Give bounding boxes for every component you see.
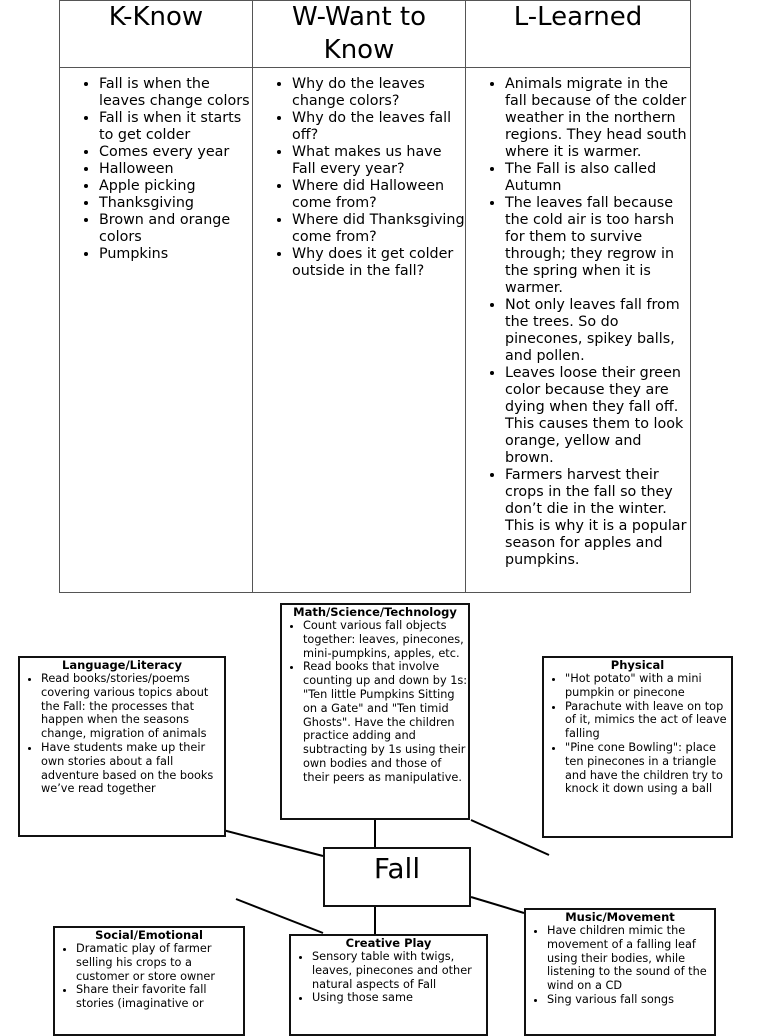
language-literacy-item: • Read books/stories/poems covering various topics about the Fall: the processes that happen when the seasons change, migration of animals — [41, 672, 224, 741]
math-science-item: • Count various fall objects together: leaves, pinecones, mini-pumpkins, apples, etc. — [303, 619, 468, 660]
math-science-list — [282, 619, 468, 785]
know-item: • Fall is when it starts to get colder — [99, 110, 252, 144]
connector-language — [219, 829, 323, 856]
music-movement-title: Music/Movement — [565, 910, 675, 924]
language-literacy-list — [20, 672, 224, 796]
want-item: • Why do the leaves fall off? — [292, 110, 465, 144]
language-literacy-box — [18, 656, 226, 837]
learned-item: • The Fall is also called Autumn — [505, 161, 690, 195]
learned-item: • Farmers harvest their crops in the fall so they don’t die in the winter. This is why it is a popular season for apples and pumpkins. — [505, 467, 690, 569]
connector-music — [471, 897, 524, 913]
want-item: • Where did Thanksgiving come from? — [292, 212, 465, 246]
creative-play-item: • Using those same — [312, 991, 486, 1005]
creative-play-item: • Sensory table with twigs, leaves, pinecones and other natural aspects of Fall — [312, 950, 486, 991]
physical-title: Physical — [610, 658, 665, 672]
know-item: • Fall is when the leaves change colors — [99, 76, 252, 110]
learned-item: • Not only leaves fall from the trees. So do pinecones, spikey balls, and pollen. — [505, 297, 690, 365]
physical-item: • "Pine cone Bowling": place ten pinecones in a triangle and have the children try to knock it down using a ball — [565, 741, 731, 796]
language-literacy-title: Language/Literacy — [62, 658, 182, 672]
connector-social — [236, 899, 323, 933]
know-item: • Thanksgiving — [99, 195, 252, 212]
music-movement-list — [526, 924, 714, 1007]
want-item: • What makes us have Fall every year? — [292, 144, 465, 178]
math-science-item: • Read books that involve counting up and down by 1s: "Ten little Pumpkins Sitting on a Gate" and "Ten timid Ghosts". Have the children practice adding and subtracting by 1s using their own bodies and those of their peers as manipulative. — [303, 660, 468, 784]
learned-item: • The leaves fall because the cold air is too harsh for them to survive through; they regrow in the spring when it is warmer. — [505, 195, 690, 297]
want-item: • Why do the leaves change colors? — [292, 76, 465, 110]
physical-list — [544, 672, 731, 796]
connector-physical — [471, 820, 549, 855]
music-movement-box — [524, 908, 716, 1036]
physical-item: • Parachute with leave on top of it, mimics the act of leave falling — [565, 700, 731, 741]
social-emotional-list — [55, 942, 243, 1011]
music-movement-item: • Have children mimic the movement of a falling leaf using their bodies, while listening to the sound of the wind on a CD — [547, 924, 714, 993]
want-header: W-Want to Know — [253, 1, 466, 68]
want-item: • Where did Halloween come from? — [292, 178, 465, 212]
social-emotional-item: • Share their favorite fall stories (imaginative or — [76, 983, 243, 1011]
want-item: • Why does it get colder outside in the fall? — [292, 246, 465, 280]
creative-play-list — [291, 950, 486, 1005]
math-science-title: Math/Science/Technology — [293, 605, 457, 619]
social-emotional-item: • Dramatic play of farmer selling his crops to a customer or store owner — [76, 942, 243, 983]
creative-play-title: Creative Play — [345, 936, 432, 950]
know-item: • Pumpkins — [99, 246, 252, 263]
social-emotional-box — [53, 926, 245, 1036]
learned-item: • Animals migrate in the fall because of the colder weather in the northern regions. They head south where it is warmer. — [505, 76, 690, 161]
physical-box — [542, 656, 733, 838]
learned-header: L-Learned — [466, 1, 691, 68]
know-item: • Brown and orange colors — [99, 212, 252, 246]
know-item: • Comes every year — [99, 144, 252, 161]
know-item: • Apple picking — [99, 178, 252, 195]
know-header: K-Know — [60, 1, 253, 68]
center-topic-box — [323, 847, 471, 907]
learned-item: • Leaves loose their green color because they are dying when they fall off. This causes them to look orange, yellow and brown. — [505, 365, 690, 467]
know-item: • Halloween — [99, 161, 252, 178]
music-movement-item: • Sing various fall songs — [547, 993, 714, 1007]
center-topic: Fall — [373, 852, 421, 885]
creative-play-box — [289, 934, 488, 1036]
social-emotional-title: Social/Emotional — [95, 928, 203, 942]
math-science-box — [280, 603, 470, 820]
language-literacy-item: • Have students make up their own stories about a fall adventure based on the books we’ve read together — [41, 741, 224, 796]
physical-item: • "Hot potato" with a mini pumpkin or pinecone — [565, 672, 731, 700]
